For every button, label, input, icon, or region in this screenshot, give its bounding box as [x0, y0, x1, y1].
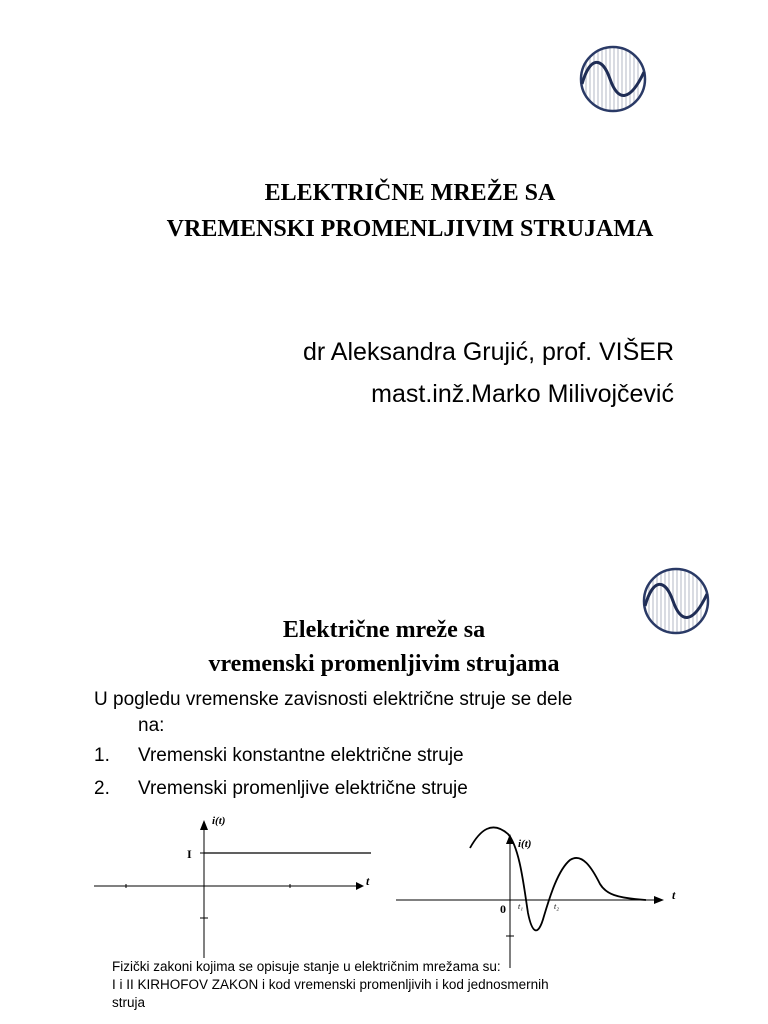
- footer-line-2: I i II KIRHOFOV ZAKON i kod vremenski promenljivih i kod jednosmernih: [112, 977, 549, 992]
- author-1: dr Aleksandra Grujić, prof. VIŠER: [303, 338, 674, 366]
- intro-line-2: na:: [138, 715, 165, 736]
- x-axis-arrow: [356, 882, 364, 890]
- slide-2: [0, 512, 768, 1024]
- y-axis-arrow: [200, 820, 208, 830]
- list-text: Vremenski promenljive električne struje: [138, 778, 468, 799]
- footer-line-3: struja: [112, 995, 146, 1010]
- list-number: 1.: [94, 745, 110, 766]
- current-waveform: [470, 827, 646, 930]
- footer-line-1: Fizički zakoni kojima se opisuje stanje u električnim mrežama su:: [112, 959, 501, 974]
- list-item: [94, 777, 468, 801]
- y-axis-label: i(t): [518, 838, 532, 850]
- slide2-title-line-2: vremenski promenljivim strujama: [208, 651, 560, 677]
- origin-label: 0: [500, 902, 506, 916]
- list-number: 2.: [94, 778, 110, 799]
- footer-note: [112, 958, 652, 1012]
- level-label: I: [187, 847, 192, 861]
- x-axis-label: t: [672, 888, 676, 902]
- list-text: Vremenski konstantne električne struje: [138, 745, 464, 766]
- title-line-2: VREMENSKI PROMENLJIVIM STRUJAMA: [166, 216, 654, 242]
- y-axis-label: i(t): [212, 815, 226, 827]
- t2-label: t₂: [554, 902, 560, 911]
- title-line-1: ELEKTRIČNE MREŽE SA: [264, 180, 556, 206]
- slide2-title-line-1: Električne mreže sa: [282, 617, 486, 643]
- sine-wave-logo-icon: [578, 44, 648, 114]
- author-2: mast.inž.Marko Milivojčević: [371, 380, 674, 408]
- x-axis-label: t: [366, 874, 370, 888]
- t1-label: t₁: [518, 902, 524, 911]
- list-item: [94, 744, 464, 768]
- varying-current-graph: [392, 808, 702, 968]
- x-axis-arrow: [654, 896, 664, 904]
- constant-current-graph: [88, 808, 388, 958]
- intro-line-1: U pogledu vremenske zavisnosti električne struje se dele: [94, 689, 573, 710]
